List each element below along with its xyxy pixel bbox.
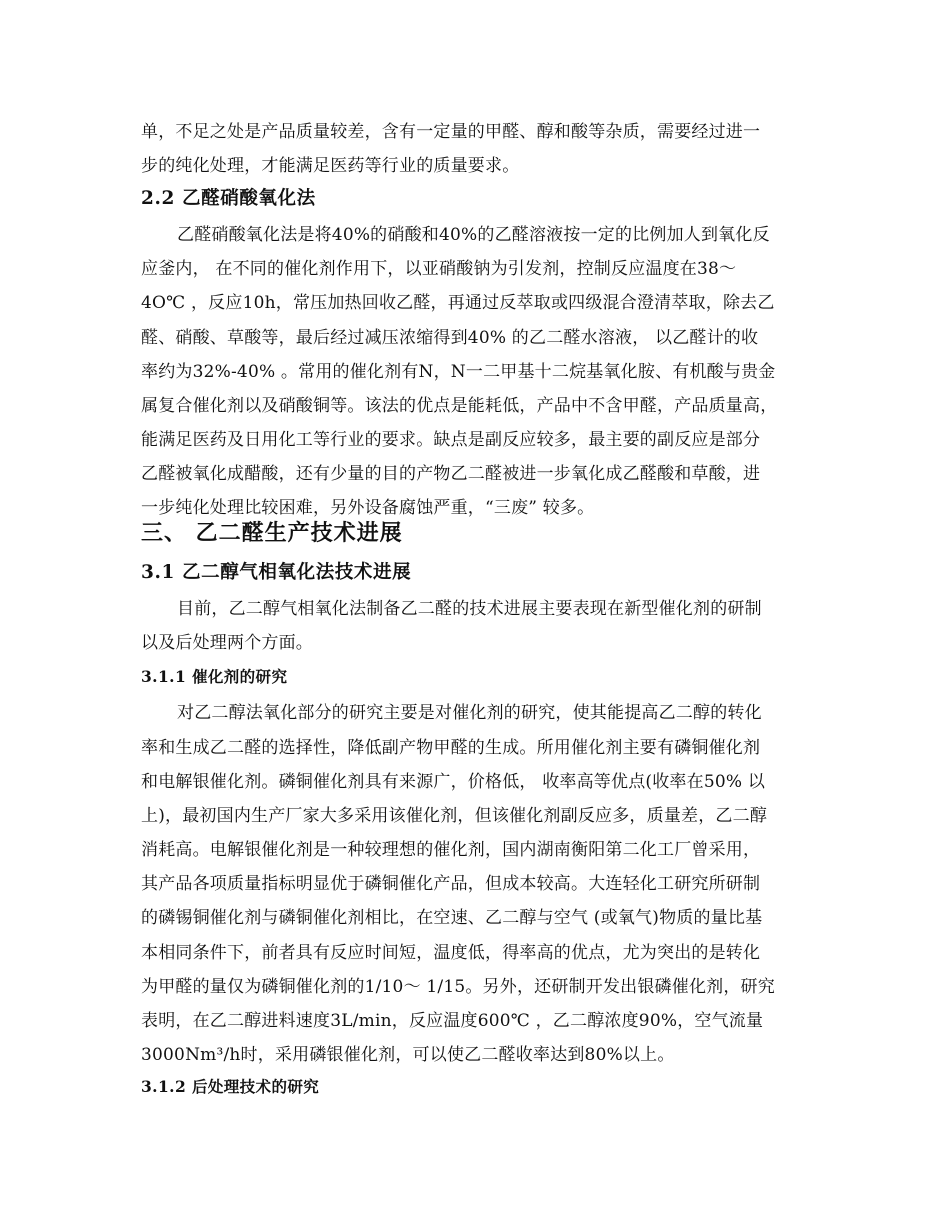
paragraph-line: 3000Nm³/h时，采用磷银催化剂，可以使乙二醛收率达到80%以上。 <box>141 1045 675 1065</box>
paragraph-line: 的磷锡铜催化剂与磷铜催化剂相比，在空速、乙二醇与空气 (或氧气)物质的量比基 <box>141 908 763 928</box>
subsection-heading-3-1-2: 3.1.2 后处理技术的研究 <box>141 1077 320 1096</box>
paragraph-line: 本相同条件下，前者具有反应时间短，温度低，得率高的优点，尤为突出的是转化 <box>141 943 761 963</box>
paragraph-line: 乙醛硝酸氧化法是将40%的硝酸和40%的乙醛溶液按一定的比例加人到氧化反 <box>177 225 770 245</box>
section-heading-3-1: 3.1 乙二醇气相氧化法技术进展 <box>141 562 412 583</box>
paragraph-line: 对乙二醇法氧化部分的研究主要是对催化剂的研究，使其能提高乙二醇的转化 <box>177 703 762 723</box>
paragraph-line: 上)，最初国内生产厂家大多采用该催化剂，但该催化剂副反应多，质量差，乙二醇 <box>141 806 768 826</box>
paragraph-line: 属复合催化剂以及硝酸铜等。该法的优点是能耗低，产品中不含甲醛，产品质量高， <box>141 396 778 416</box>
paragraph-line: 一步纯化处理比较困难，另外设备腐蚀严重，“三废” 较多。 <box>141 498 595 518</box>
paragraph-line: 表明，在乙二醇进料速度3L/min，反应温度600℃ ，乙二醇浓度90%，空气流量 <box>141 1011 764 1031</box>
chapter-heading-3: 三、 乙二醛生产技术进展 <box>141 520 403 546</box>
subsection-heading-3-1-1: 3.1.1 催化剂的研究 <box>141 667 288 686</box>
paragraph-line: 步的纯化处理，才能满足医药等行业的质量要求。 <box>141 156 520 176</box>
paragraph-line: 其产品各项质量指标明显优于磷铜催化产品，但成本较高。大连轻化工研究所研制 <box>141 874 761 894</box>
paragraph-line: 率和生成乙二醛的选择性，降低副产物甲醛的生成。所用催化剂主要有磷铜催化剂 <box>141 738 761 758</box>
section-heading-2-2: 2.2 乙醛硝酸氧化法 <box>141 188 316 209</box>
paragraph-line: 能满足医药及日用化工等行业的要求。缺点是副反应较多，最主要的副反应是部分 <box>141 430 761 450</box>
paragraph-line: 应釜内， 在不同的催化剂作用下，以亚硝酸钠为引发剂，控制反应温度在38～ <box>141 259 737 279</box>
paragraph-line: 以及后处理两个方面。 <box>141 633 313 653</box>
paragraph-line: 消耗高。电解银催化剂是一种较理想的催化剂，国内湖南衡阳第二化工厂曾采用， <box>141 840 761 860</box>
paragraph-line: 乙醛被氧化成醋酸，还有少量的目的产物乙二醛被进一步氧化成乙醛酸和草酸，进 <box>141 464 761 484</box>
paragraph-line: 和电解银催化剂。磷铜催化剂具有来源广，价格低， 收率高等优点(收率在50% 以 <box>141 772 766 792</box>
paragraph-line: 率约为32%-40% 。常用的催化剂有N，N一二甲基十二烷基氧化胺、有机酸与贵金 <box>141 362 776 382</box>
paragraph-line: 单，不足之处是产品质量较差，含有一定量的甲醛、醇和酸等杂质，需要经过进一 <box>141 122 761 142</box>
paragraph-line: 醛、硝酸、草酸等，最后经过减压浓缩得到40% 的乙二醛水溶液， 以乙醛计的收 <box>141 328 759 348</box>
paragraph-line: 为甲醛的量仅为磷铜催化剂的1/10～ 1/15。另外，还研制开发出银磷催化剂，研究 <box>141 977 775 997</box>
paragraph-line: 4O℃ ，反应10h，常压加热回收乙醛，再通过反萃取或四级混合澄清萃取，除去乙 <box>141 293 775 313</box>
paragraph-line: 目前，乙二醇气相氧化法制备乙二醛的技术进展主要表现在新型催化剂的研制 <box>177 599 762 619</box>
